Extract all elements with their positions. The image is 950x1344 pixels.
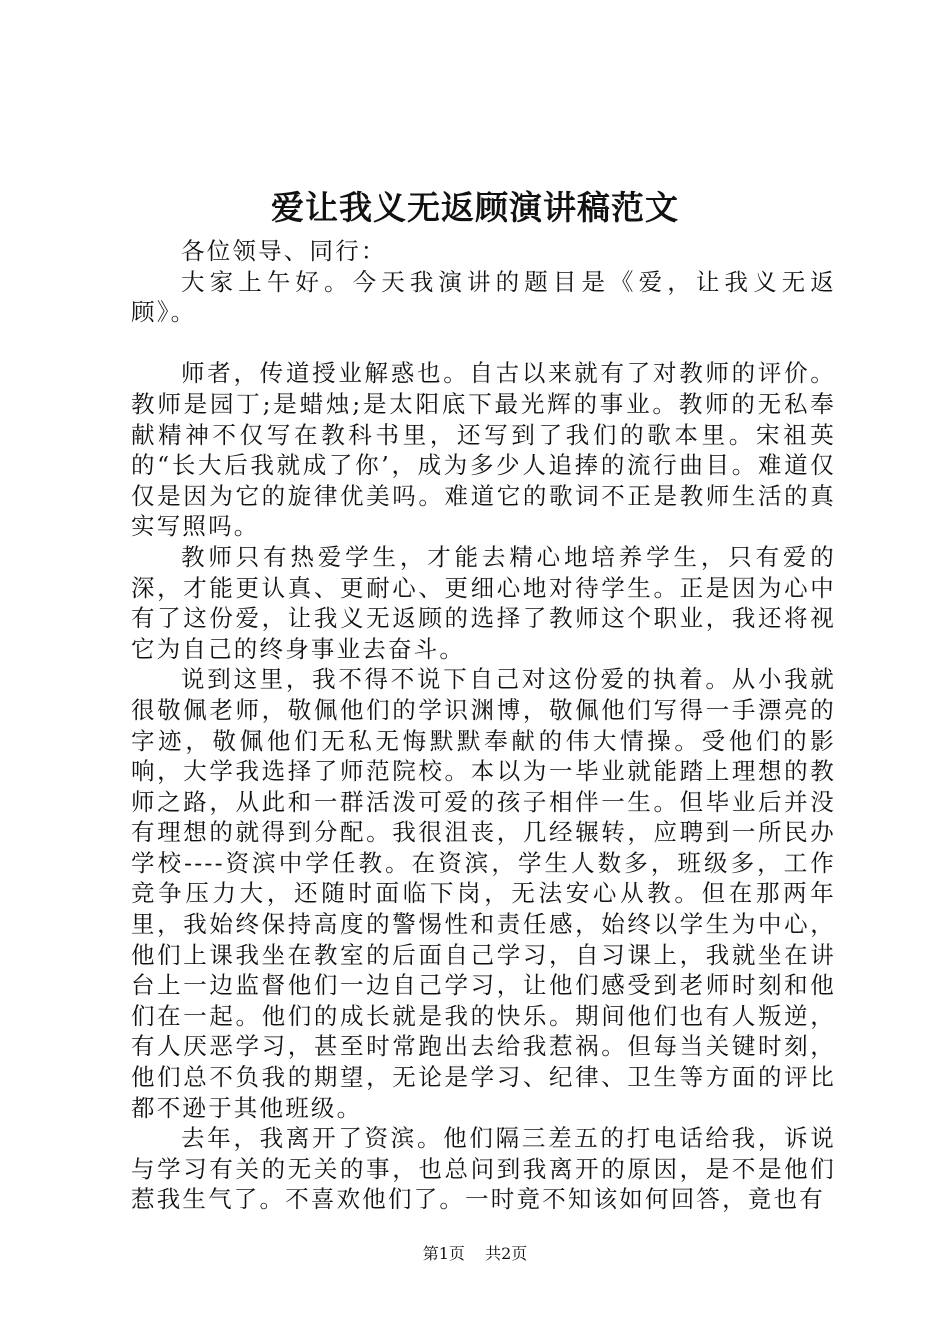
paragraph-greeting: 大家上午好。今天我演讲的题目是《爱，让我义无返顾》。 [131, 267, 836, 327]
page-footer [0, 1242, 950, 1266]
document-title: 爱让我义无返顾演讲稿范文 [271, 188, 679, 227]
document-body [131, 236, 836, 1215]
paragraph-spacer [131, 328, 836, 359]
paragraph-persistence: 说到这里，我不得不说下自己对这份爱的执着。从小我就很敬佩老师，敬佩他们的学识渊博，敬佩他们写得一手漂亮的字迹，敬佩他们无私无悔默默奉献的伟大情操。受他们的影响，大学我选择了师范院校。本以为一毕业就能踏上理想的教师之路，从此和一群活泼可爱的孩子相伴一生。但毕业后并没有理想的就得到分配。我很沮丧，几经辗转，应聘到一所民办学校----资滨中学任教。在资滨，学生人数多，班级多，工作竞争压力大，还随时面临下岗，无法安心从教。但在那两年里，我始终保持高度的警惕性和责任感，始终以学生为中心，他们上课我坐在教室的后面自己学习，自习课上，我就坐在讲台上一边监督他们一边自己学习，让他们感受到老师时刻和他们在一起。他们的成长就是我的快乐。期间他们也有人叛逆，有人厌恶学习，甚至时常跑出去给我惹祸。但每当关键时刻，他们总不负我的期望，无论是学习、纪律、卫生等方面的评比都不逊于其他班级。 [131, 665, 836, 1122]
page-total: 共2页 [485, 1244, 528, 1263]
paragraph-teacher-role: 师者，传道授业解惑也。自古以来就有了对教师的评价。教师是园丁;是蜡烛;是太阳底下最光辉的事业。教师的无私奉献精神不仅写在教科书里，还写到了我们的歌本里。宋祖英的“长大后我就成了你’，成为多少人追捧的流行曲目。难道仅仅是因为它的旋律优美吗。难道它的歌词不正是教师生活的真实写照吗。 [131, 359, 836, 541]
paragraph-love-students: 教师只有热爱学生，才能去精心地培养学生，只有爱的深，才能更认真、更耐心、更细心地对待学生。正是因为心中有了这份爱，让我义无返顾的选择了教师这个职业，我还将视它为自己的终身事业去奋斗。 [131, 542, 836, 663]
paragraph-salutation: 各位领导、同行： [181, 237, 387, 265]
paragraph-last-year: 去年，我离开了资滨。他们隔三差五的打电话给我，诉说与学习有关的无关的事，也总问到我离开的原因，是不是他们惹我生气了。不喜欢他们了。一时竟不知该如何回答，竟也有 [131, 1124, 836, 1214]
page-number: 第1页 [422, 1244, 465, 1263]
